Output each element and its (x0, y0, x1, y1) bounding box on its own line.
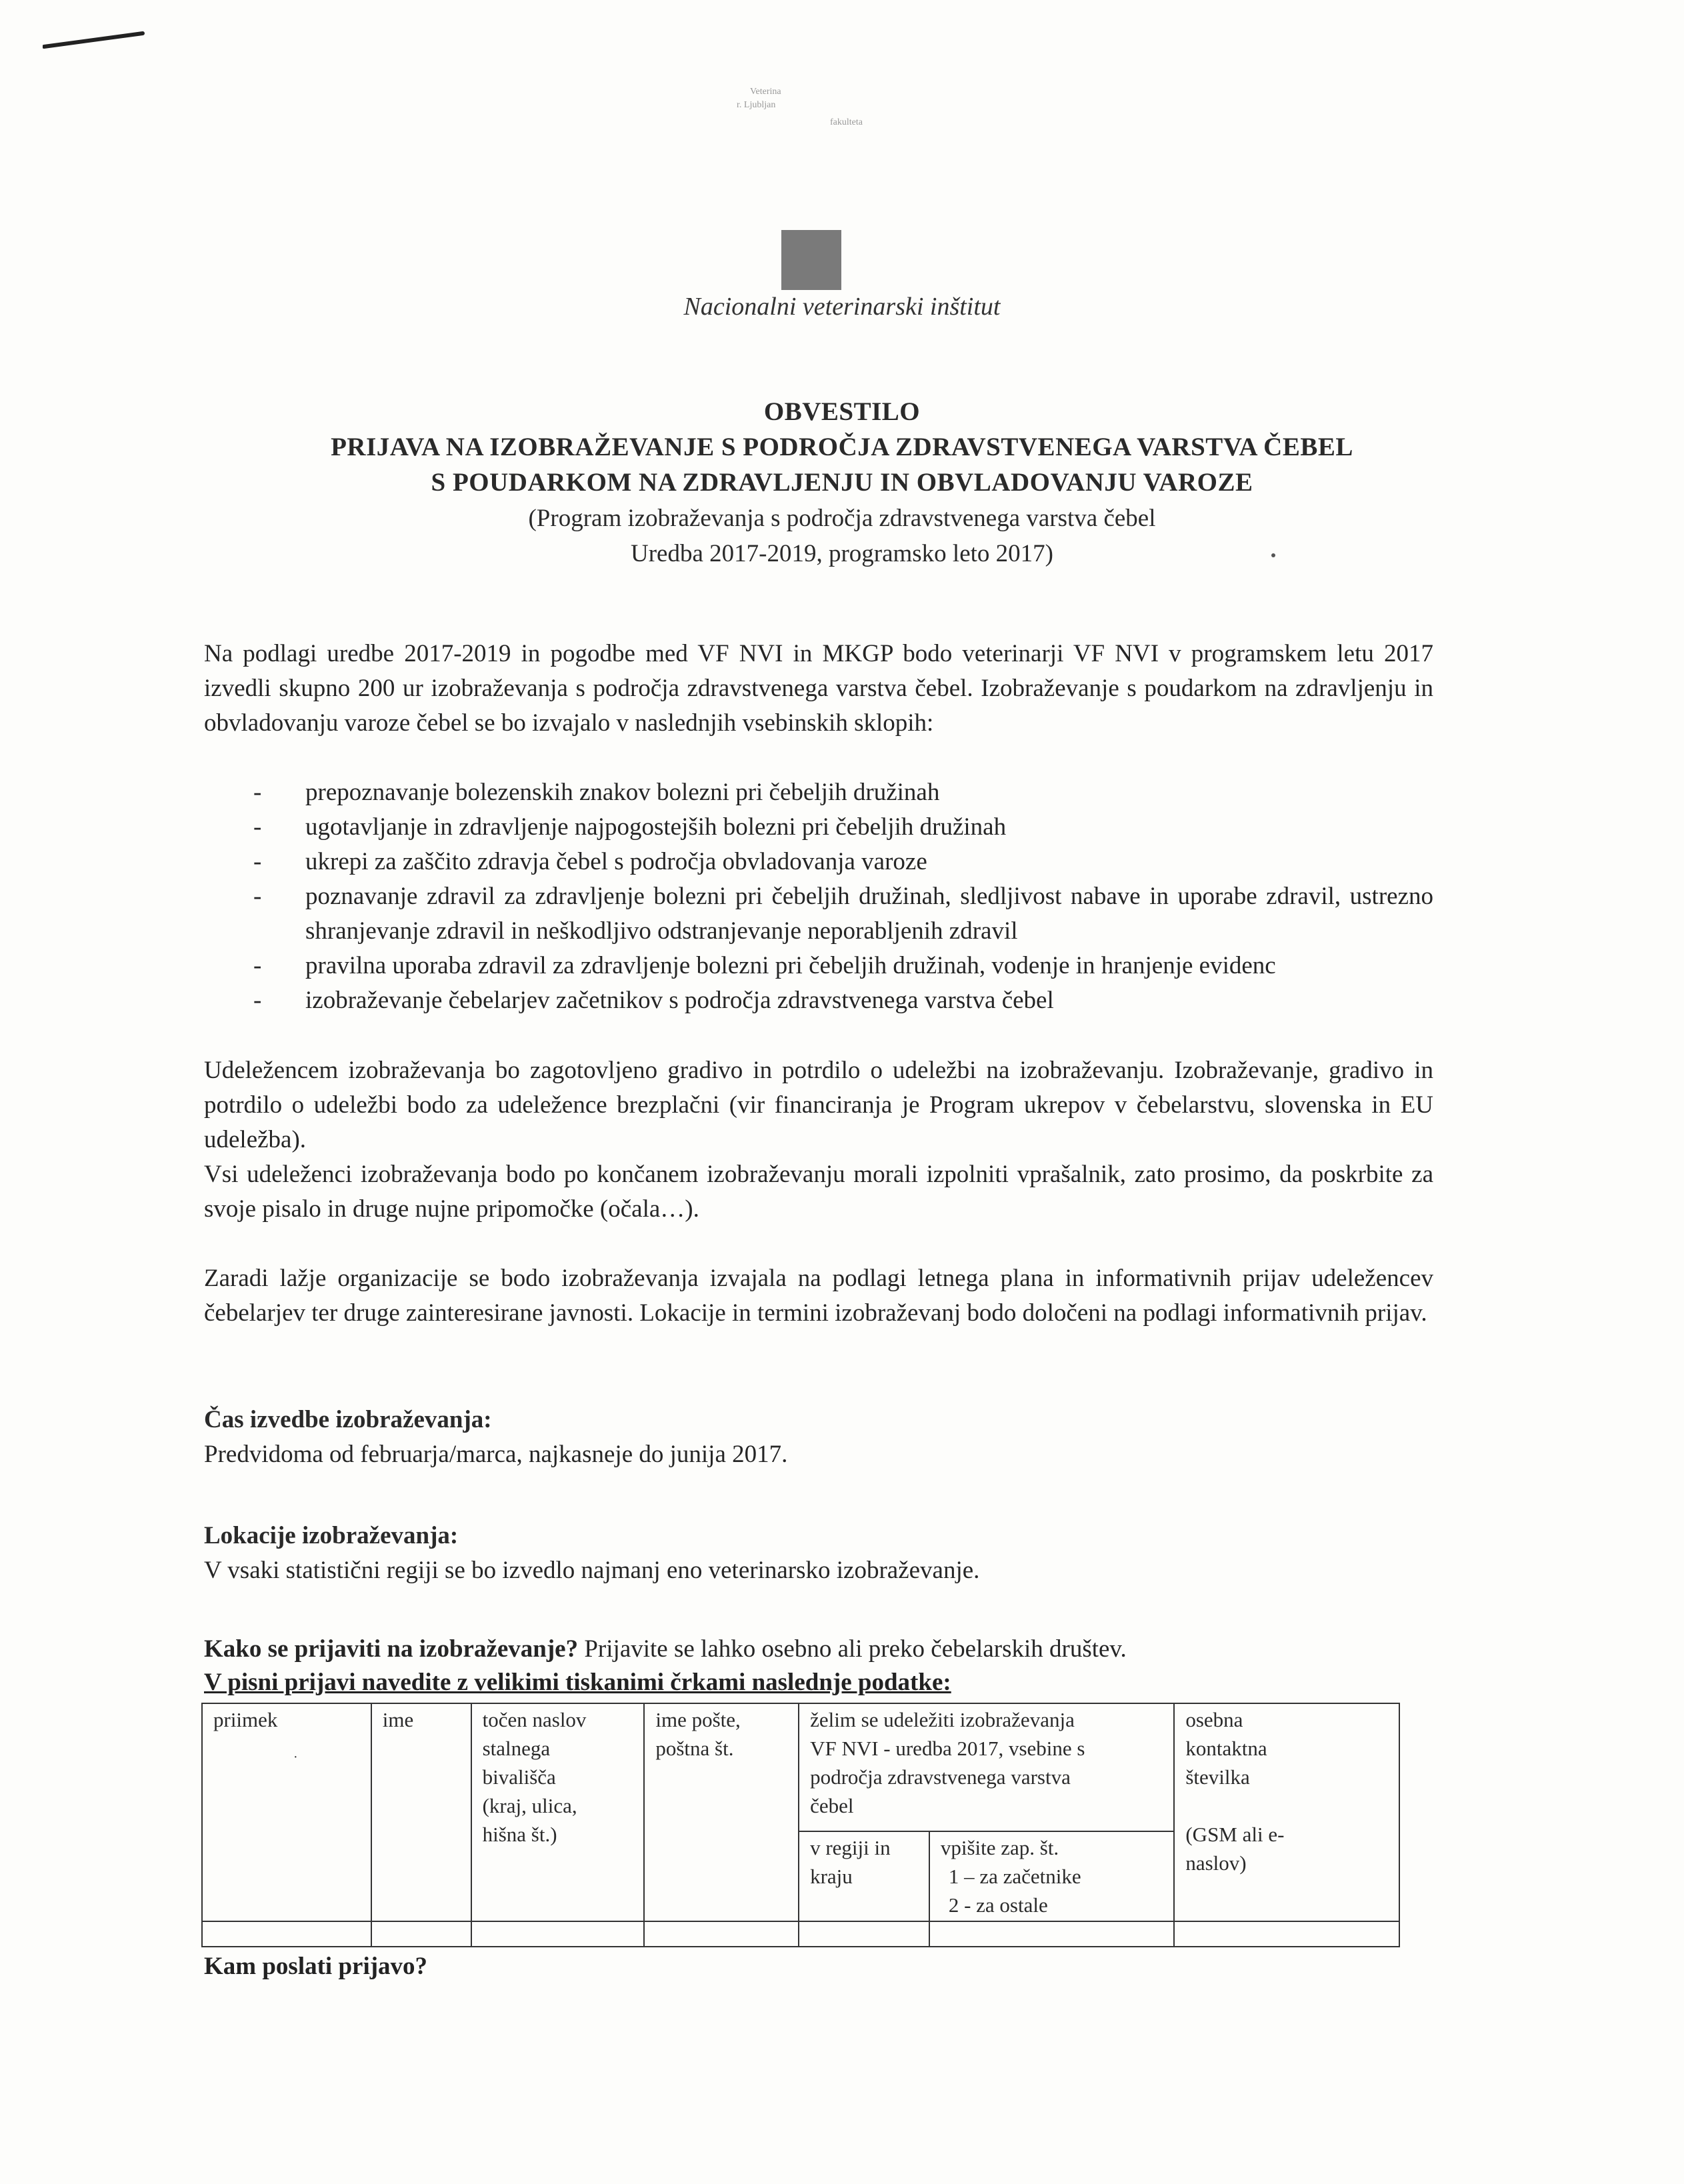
required-data-line: V pisni prijavi navedite z velikimi tiskanimi črkami naslednje podatke: (204, 1669, 951, 1696)
header-line-5: Uredba 2017-2019, programsko leto 2017) (630, 540, 1053, 567)
kako-title: Kako se prijaviti na izobraževanje? (204, 1635, 579, 1663)
cell-ime[interactable] (371, 1921, 471, 1947)
list-item-text: ugotavljanje in zdravljenje najpogostejših bolezni pri čebeljih družinah (305, 813, 1007, 841)
header-priimek: priimek (213, 1708, 278, 1731)
header-posta-2: poštna št. (655, 1737, 734, 1760)
logo-text-1: Veterina (750, 87, 781, 97)
list-item-text: poznavanje zdravil za zdravljenje bolezni pri čebeljih družinah, sledljivost nabave in uporabe zdravil, ustrezno shranjevanje zdravil in neškodljivo odstranjevanje neporabljenih zdravil (305, 883, 1433, 945)
list-item-text: izobraževanje čebelarjev začetnikov s področja zdravstvenega varstva čebel (305, 987, 1054, 1014)
header-vpisite-1: vpišite zap. št. (940, 1836, 1059, 1859)
cell-priimek[interactable] (202, 1921, 371, 1947)
cas-text: Predvidoma od februarja/marca, najkasneje do junija 2017. (204, 1441, 788, 1468)
header-zelim-2: VF NVI - uredba 2017, vsebine s (810, 1737, 1085, 1760)
faint-logo-text (703, 87, 923, 233)
cell-posta[interactable] (644, 1921, 799, 1947)
kako-text: Prijavite se lahko osebno ali preko čebelarskih društev. (578, 1635, 1127, 1663)
bullet-dash: - (253, 813, 262, 841)
header-regija-1: v regiji in (810, 1836, 891, 1859)
list-item (253, 775, 1433, 810)
col-zelim (799, 1703, 1174, 1831)
bullet-dash: - (253, 848, 262, 875)
header-zelim-3: področja zdravstvenega varstva (810, 1765, 1071, 1789)
list-item-text: ukrepi za zaščito zdravja čebel s področja obvladovanja varoze (305, 848, 927, 875)
list-item-text: prepoznavanje bolezenskih znakov bolezni pri čebeljih družinah (305, 779, 940, 806)
table-row (202, 1921, 1399, 1947)
col-posta (644, 1703, 799, 1921)
header-kontakt-5: (GSM ali e- (1185, 1823, 1285, 1846)
kako-line (204, 1635, 1433, 1663)
header-ime: ime (382, 1708, 414, 1731)
header-vpisite-2: 1 – za začetnike (948, 1865, 1081, 1888)
cell-regija[interactable] (799, 1921, 929, 1947)
logo-text-3: fakulteta (830, 117, 863, 127)
header-zelim-4: čebel (810, 1794, 854, 1817)
col-ime (371, 1703, 471, 1921)
pen-stroke-mark (43, 27, 149, 53)
bullet-dash: - (253, 987, 262, 1014)
list-item (253, 810, 1433, 845)
header-regija-2: kraju (810, 1865, 853, 1888)
intro-paragraph: Na podlagi uredbe 2017-2019 in pogodbe med VF NVI in MKGP bodo veterinarji VF NVI v programskem letu 2017 izvedli skupno 200 ur izobraževanja s področja zdravstvenega varstva čebel. Izobraževanje s poudarkom na zdravljenju in obvladovanju varoze čebel se bo izvajalo v naslednjih vsebinskih sklopih: (204, 640, 1433, 737)
header-zelim-1: želim se udeležiti izobraževanja (810, 1708, 1075, 1731)
cell-naslov[interactable] (471, 1921, 645, 1947)
list-item (253, 879, 1433, 949)
institute-name: Nacionalni veterinarski inštitut (683, 293, 1001, 321)
lokacije-title: Lokacije izobraževanja: (204, 1522, 459, 1549)
nvi-logo-icon (781, 230, 841, 290)
logo-text-2: r. Ljubljan (737, 100, 776, 110)
col-kontakt (1174, 1703, 1399, 1921)
col-vpisite (929, 1831, 1175, 1921)
header-line-3: S POUDARKOM NA ZDRAVLJENJU IN OBVLADOVANJU VAROZE (431, 468, 1253, 497)
bullet-dash: - (253, 779, 262, 806)
header-kontakt-6: naslov) (1185, 1851, 1247, 1875)
col-priimek: priimek · (202, 1703, 371, 1921)
kam-title: Kam poslati prijavo? (204, 1953, 428, 1980)
col-naslov (471, 1703, 645, 1921)
header-naslov-3: bivališča (482, 1765, 556, 1789)
bullet-dash: - (253, 883, 262, 910)
cell-kontakt[interactable] (1174, 1921, 1399, 1947)
lokacije-text: V vsaki statistični regiji se bo izvedlo najmanj eno veterinarsko izobraževanje. (204, 1557, 980, 1584)
header-kontakt-3: številka (1185, 1765, 1250, 1789)
application-form-table (201, 1703, 1400, 1947)
scan-dot (1271, 553, 1275, 557)
organization-paragraph: Zaradi lažje organizacije se bodo izobraževanja izvajala na podlagi letnega plana in informativnih prijav udeležencev čebelarjev ter druge zainteresirane javnosti. Lokacije in termini izobraževanj bodo določeni na podlagi informativnih prijav. (204, 1265, 1433, 1327)
list-item (253, 845, 1433, 879)
header-naslov-5: hišna št.) (482, 1823, 557, 1846)
participation-paragraph: Udeležencem izobraževanja bo zagotovljeno gradivo in potrdilo o udeležbi na izobraževanju. Izobraževanje, gradivo in potrdilo o udeležbi bodo za udeležence brezplačni (vir financiranja je Program ukrepov v čebelarstvu, slovenska in EU udeležba). (204, 1057, 1433, 1153)
header-naslov-1: točen naslov (482, 1708, 587, 1731)
header-naslov-2: stalnega (482, 1737, 551, 1760)
questionnaire-paragraph: Vsi udeleženci izobraževanja bodo po končanem izobraževanju morali izpolniti vprašalnik, zato prosimo, da poskrbite za svoje pisalo in druge nujne pripomočke (očala…). (204, 1161, 1433, 1223)
header-posta-1: ime pošte, (655, 1708, 741, 1731)
header-line-2: PRIJAVA NA IZOBRAŽEVANJE S PODROČJA ZDRAVSTVENEGA VARSTVA ČEBEL (331, 433, 1353, 461)
header-kontakt-2: kontaktna (1185, 1737, 1267, 1760)
header-vpisite-3: 2 - za ostale (948, 1893, 1048, 1917)
list-item (253, 983, 1433, 1018)
header-kontakt-1: osebna (1185, 1708, 1243, 1731)
list-item (253, 949, 1433, 983)
col-regija (799, 1831, 929, 1921)
header-naslov-4: (kraj, ulica, (482, 1794, 577, 1817)
cell-vpisite[interactable] (929, 1921, 1175, 1947)
cas-title: Čas izvedbe izobraževanja: (204, 1406, 492, 1433)
topic-list (253, 775, 1433, 1018)
header-line-4: (Program izobraževanja s področja zdravstvenega varstva čebel (528, 505, 1156, 532)
bullet-dash: - (253, 952, 262, 979)
header-title: OBVESTILO (763, 397, 921, 426)
list-item-text: pravilna uporaba zdravil za zdravljenje bolezni pri čebeljih družinah, vodenje in hranjenje evidenc (305, 952, 1276, 979)
